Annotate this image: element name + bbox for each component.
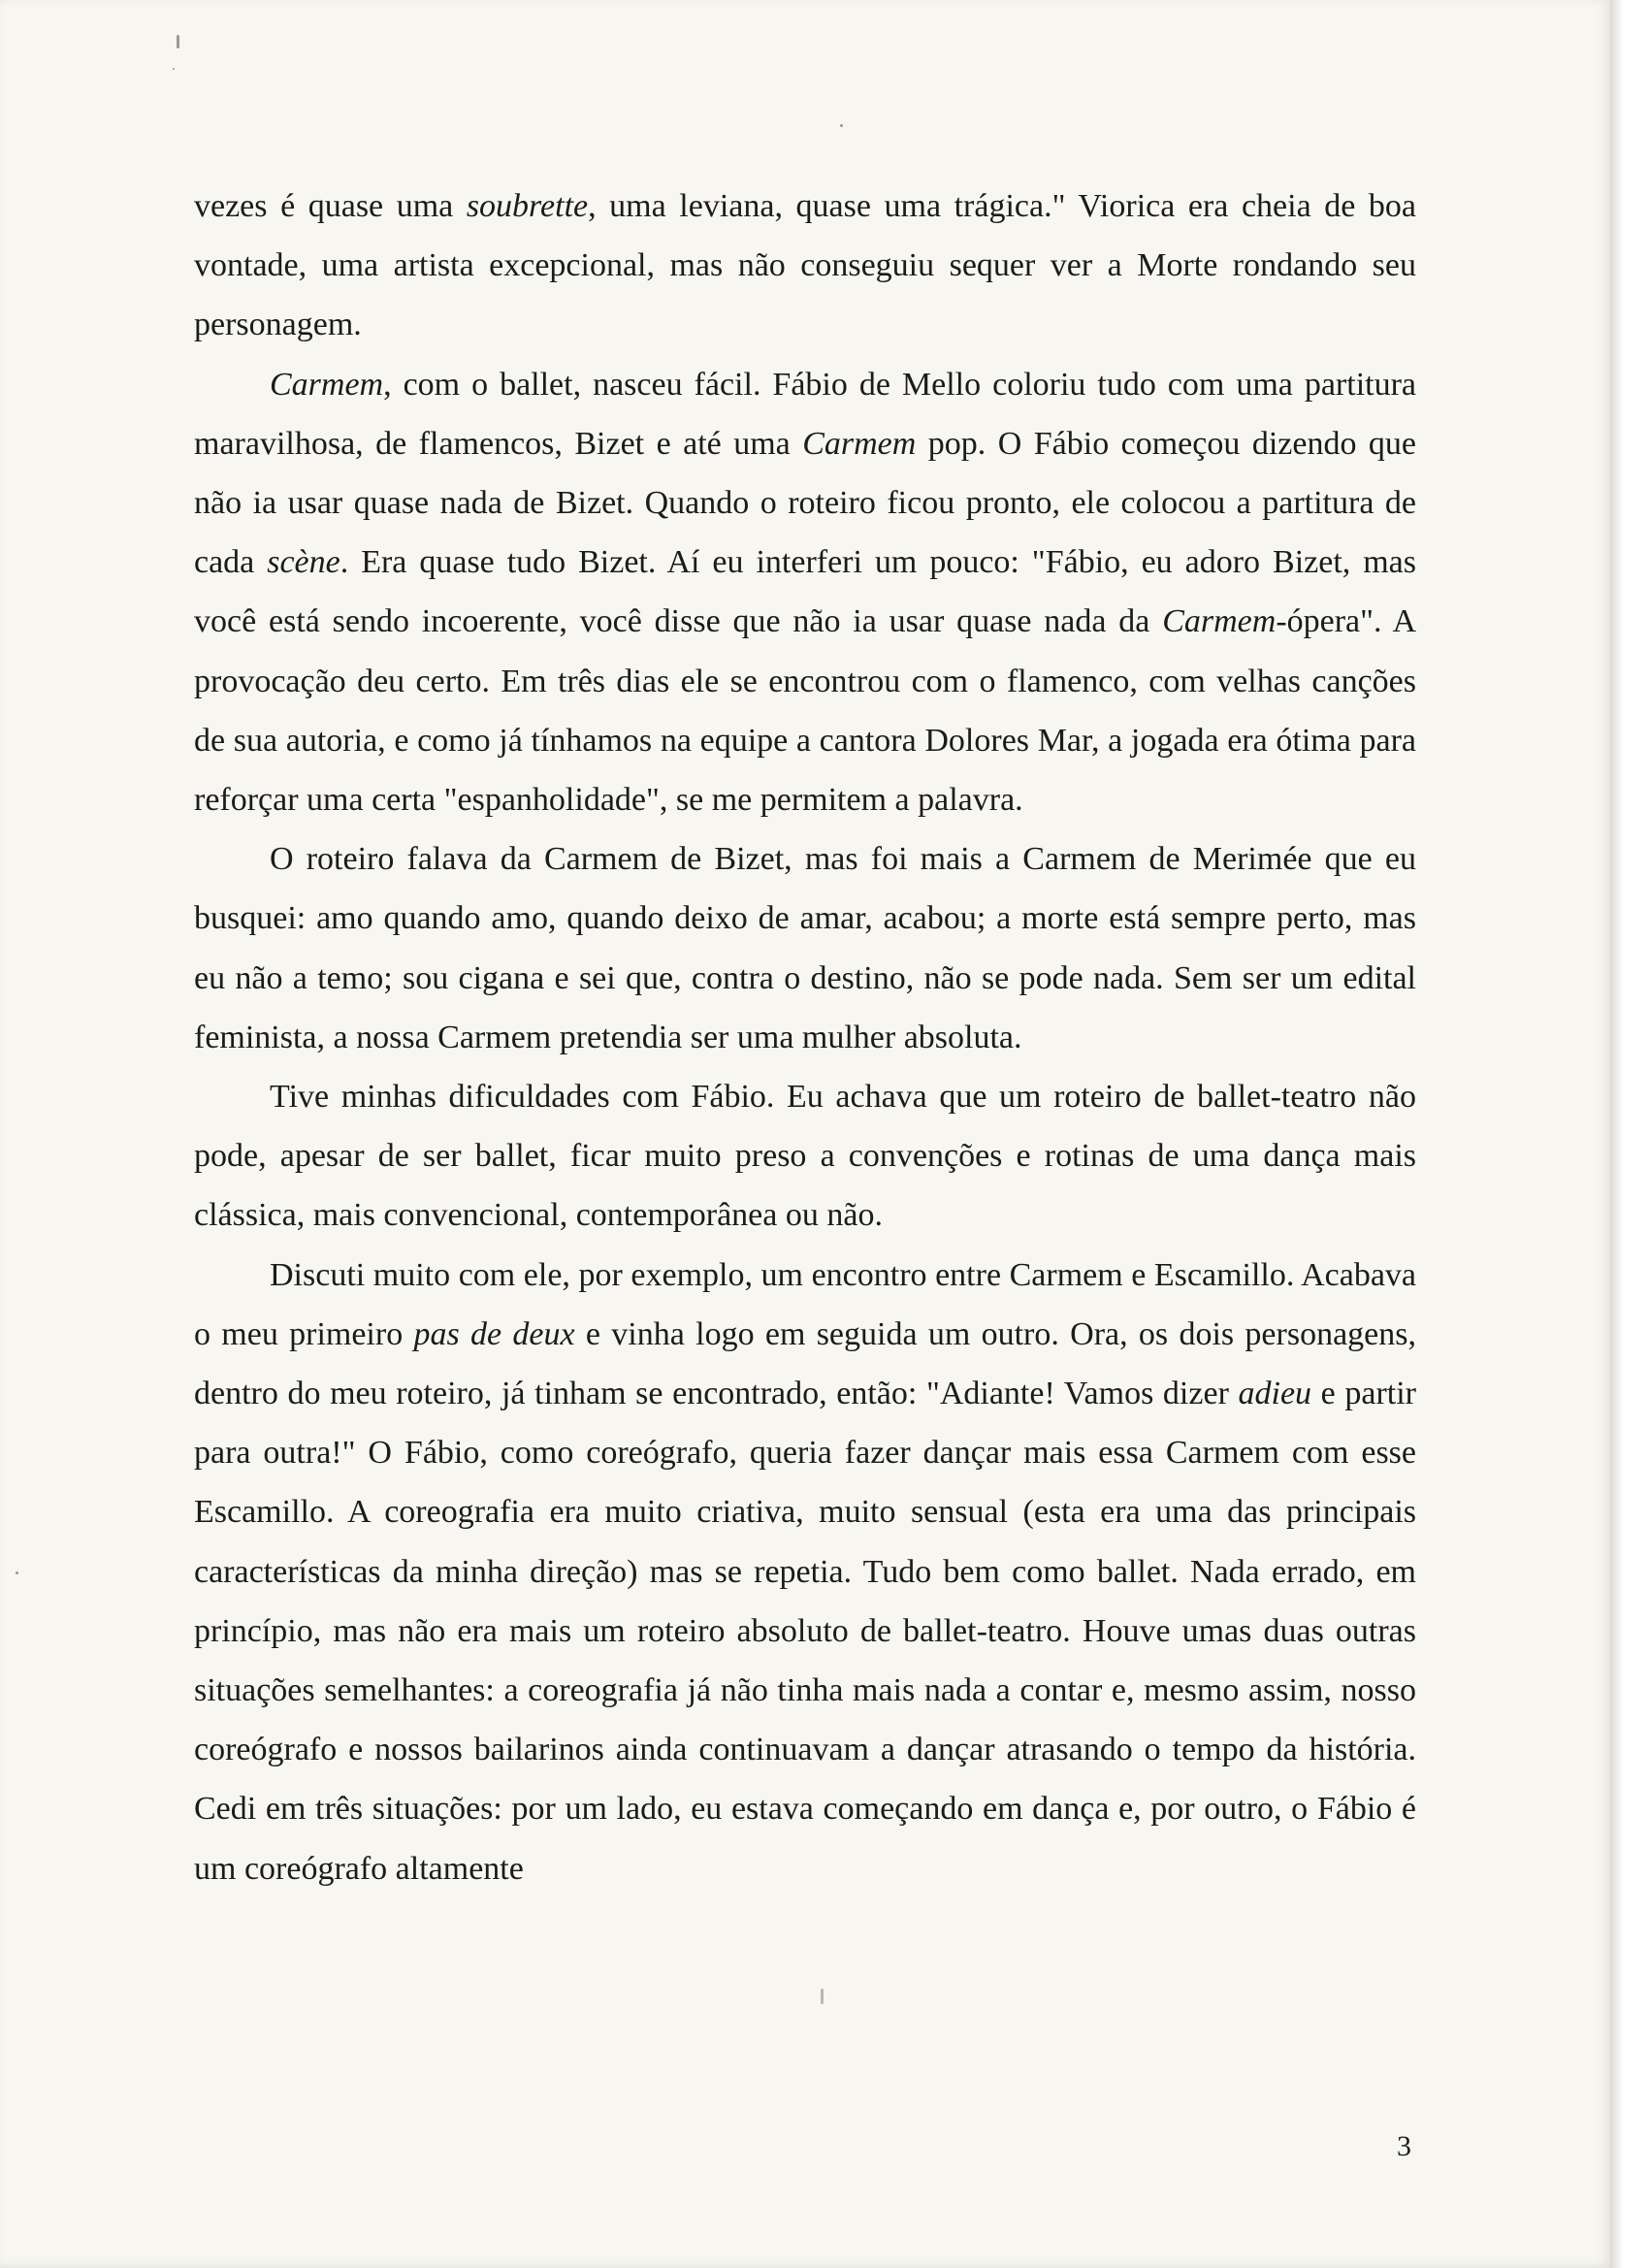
text-run: , com o ballet, nasceu fácil. Fábio de Mello coloriu tudo com uma partitura maravilhosa, de flamencos, Bizet e até uma (194, 366, 1416, 462)
paragraph (194, 355, 1416, 830)
text-run: . Era quase tudo Bizet. Aí eu interferi um pouco: "Fábio, eu adoro Bizet, mas você está sendo incoerente, você disse que não ia usar quase nada da (194, 544, 1416, 640)
page-number: 3 (1397, 2130, 1411, 2162)
italic-text: Carmem (1162, 603, 1277, 640)
scan-speck (821, 1989, 824, 2004)
body-text (194, 177, 1416, 1898)
text-run: e vinha logo em seguida um outro. Ora, os dois personagens, dentro do meu roteiro, já tinham se encontrado, então: "Adiante! Vamos dizer (194, 1315, 1416, 1412)
text-run: e partir para outra!" O Fábio, como coreógrafo, queria fazer dançar mais essa Carmem com esse Escamillo. A coreografia era muito criativa, muito sensual (esta era uma das principais características da minha direção) mas se repetia. Tudo bem como ballet. Nada errado, em princípio, mas não era mais um roteiro absoluto de ballet-teatro. Houve umas duas outras situações semelhantes: a coreografia já não tinha mais nada a contar e, mesmo assim, nosso coreógrafo e nossos bailarinos ainda continuavam a dançar atrasando o tempo da história. Cedi em três situações: por um lado, eu estava começando em dança e, por outro, o Fábio é um coreógrafo altamente (194, 1376, 1416, 1887)
text-run: Tive minhas dificuldades com Fábio. Eu achava que um roteiro de ballet-teatro não pode, apesar de ser ballet, ficar muito preso a convenções e rotinas de uma dança mais clássica, mais convencional, contemporânea ou não. (194, 1079, 1416, 1234)
scan-speck (16, 1571, 18, 1574)
italic-text: adieu (1238, 1376, 1312, 1412)
paragraph (194, 1067, 1416, 1246)
italic-text: Carmem (270, 366, 384, 403)
italic-text: scène (267, 544, 340, 581)
italic-text: Carmem (802, 425, 917, 462)
paragraph (194, 1246, 1416, 1898)
text-run: Discuti muito com ele, por exemplo, um encontro entre Carmem e Escamillo. Acabava o meu primeiro (194, 1256, 1416, 1352)
text-run: pop. O Fábio começou dizendo que não ia usar quase nada de Bizet. Quando o roteiro ficou pronto, ele colocou a partitura de cada (194, 425, 1417, 581)
paragraph (194, 177, 1416, 355)
paragraph (194, 829, 1416, 1067)
scan-speck (840, 124, 843, 127)
italic-text: soubrette (466, 188, 589, 224)
italic-text: pas de deux (413, 1315, 575, 1352)
page-edge (1610, 0, 1649, 2268)
text-run: vezes é quase uma (194, 188, 467, 224)
scan-speck (173, 68, 175, 70)
scan-speck (177, 35, 179, 49)
text-run: , uma leviana, quase uma trágica." Viorica era cheia de boa vontade, uma artista excepcional, mas não conseguiu sequer ver a Morte rondando seu personagem. (194, 188, 1417, 343)
text-run: O roteiro falava da Carmem de Bizet, mas foi mais a Carmem de Merimée que eu busquei: amo quando amo, quando deixo de amar, acabou; a morte está sempre perto, mas eu não a temo; sou cigana e sei que, contra o destino, não se pode nada. Sem ser um edital feminista, a nossa Carmem pretendia ser uma mulher absoluta. (194, 841, 1416, 1055)
text-run: -ópera". A provocação deu certo. Em três dias ele se encontrou com o flamenco, com velhas canções de sua autoria, e como já tínhamos na equipe a cantora Dolores Mar, a jogada era ótima para reforçar uma certa "espanholidade", se me permitem a palavra. (194, 603, 1417, 819)
